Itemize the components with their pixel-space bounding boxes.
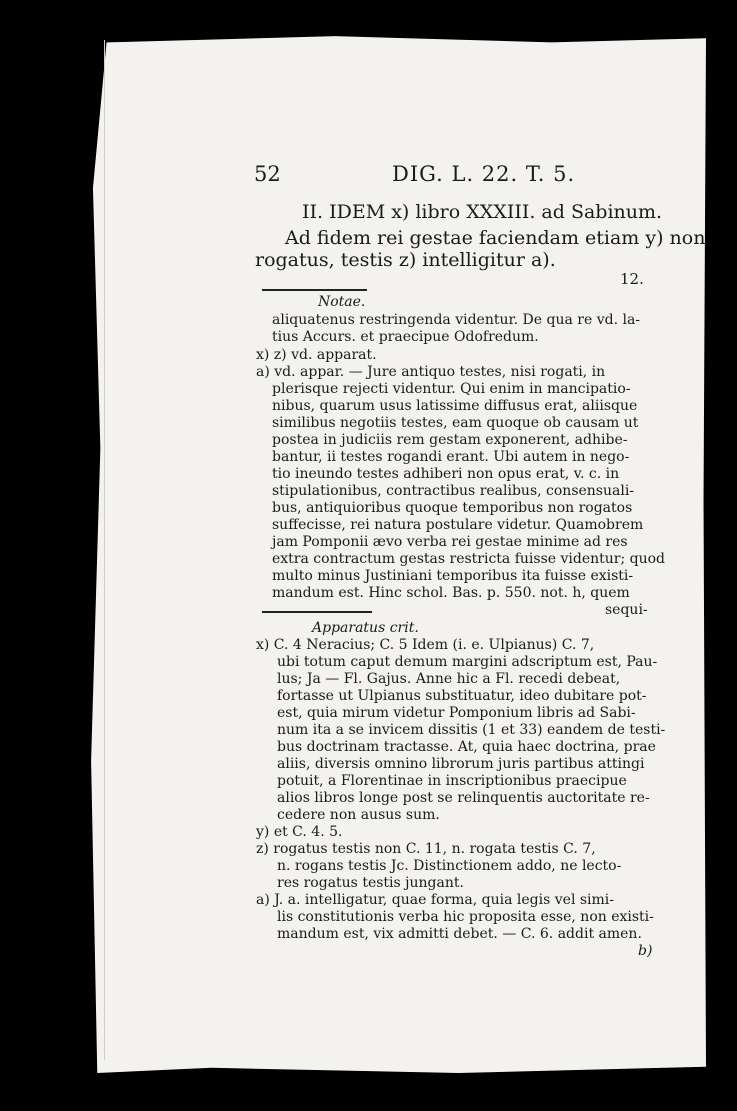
apparatus-line: aliis, diversis omnino librorum juris partibus attingi <box>277 756 645 772</box>
apparatus-line: lis constitutionis verba hic proposita esse, non existi- <box>277 909 654 925</box>
note-line: suffecisse, rei natura postulare videtur. Quamobrem <box>272 517 644 533</box>
apparatus-line: cedere non ausus sum. <box>277 807 440 823</box>
note-line: similibus negotiis testes, eam quoque ob causam ut <box>272 415 639 431</box>
apparatus-line: res rogatus testis jungant. <box>277 875 464 891</box>
note-line: bantur, ii testes rogandi erant. Ubi autem in nego- <box>272 449 630 465</box>
note-line: x) z) vd. apparat. <box>256 347 377 363</box>
note-line: a) vd. appar. — Jure antiquo testes, nisi rogati, in <box>256 364 606 380</box>
apparatus-line: lus; Ja — Fl. Gajus. Anne hic a Fl. recedi debeat, <box>277 671 621 687</box>
apparatus-line: potuit, a Florentinae in inscriptionibus praecipue <box>277 773 627 789</box>
note-line: tio ineundo testes adhiberi non opus erat, v. c. in <box>272 466 620 482</box>
apparatus-line: x) C. 4 Neracius; C. 5 Idem (i. e. Ulpianus) C. 7, <box>256 637 595 653</box>
section-number: 12. <box>620 270 644 288</box>
note-line: postea in judiciis rem gestam exponerent, adhibe- <box>272 432 628 448</box>
note-line: bus, antiquioribus quoque temporibus non rogatos <box>272 500 633 516</box>
notes-rule <box>262 289 367 291</box>
apparatus-line: mandum est, vix admitti debet. — C. 6. addit amen. <box>277 926 642 942</box>
page-number: 52 <box>254 162 281 186</box>
apparatus-line: z) rogatus testis non C. 11, n. rogata testis C. 7, <box>256 841 596 857</box>
running-title: DIG. L. 22. T. 5. <box>392 162 576 186</box>
law-text-line-1: Ad fidem rei gestae faciendam etiam y) non <box>285 227 706 249</box>
note-line: extra contractum gestas restricta fuisse videntur; quod <box>272 551 666 567</box>
apparatus-rule <box>262 611 372 613</box>
apparatus-line: fortasse ut Ulpianus substituatur, ideo dubitare pot- <box>277 688 647 704</box>
note-line: tius Accurs. et praecipue Odofredum. <box>272 329 539 345</box>
notae-title: Notae. <box>318 294 366 310</box>
apparatus-line: ubi totum caput demum margini adscriptum est, Pau- <box>277 654 658 670</box>
apparatus-line: y) et C. 4. 5. <box>256 824 343 840</box>
note-line: multo minus Justiniani temporibus ita fuisse existi- <box>272 568 634 584</box>
page-fold <box>104 40 105 1060</box>
apparatus-title: Apparatus crit. <box>312 620 419 636</box>
law-text-line-2: rogatus, testis z) intelligitur a). <box>255 249 556 271</box>
law-heading: II. IDEM x) libro XXXIII. ad Sabinum. <box>302 201 663 223</box>
note-line: jam Pomponii ævo verba rei gestae minime ad res <box>272 534 628 550</box>
note-line: aliquatenus restringenda videntur. De qua re vd. la- <box>272 312 641 328</box>
apparatus-line: bus doctrinam tractasse. At, quia haec doctrina, prae <box>277 739 656 755</box>
apparatus-line: n. rogans testis Jc. Distinctionem addo, ne lecto- <box>277 858 622 874</box>
note-line: plerisque rejecti videntur. Qui enim in mancipatio- <box>272 381 631 397</box>
apparatus-line: a) J. a. intelligatur, quae forma, quia legis vel simi- <box>256 892 615 908</box>
apparatus-line: alios libros longe post se relinquentis auctoritate re- <box>277 790 650 806</box>
note-line: sequi- <box>605 602 648 618</box>
note-line: mandum est. Hinc schol. Bas. p. 550. not. h, quem <box>272 585 630 601</box>
apparatus-line: est, quia mirum videtur Pomponium libris ad Sabi- <box>277 705 636 721</box>
apparatus-line: b) <box>638 943 653 959</box>
note-line: nibus, quarum usus latissime diffusus erat, aliisque <box>272 398 638 414</box>
apparatus-line: num ita a se invicem dissitis (1 et 33) eandem de testi- <box>277 722 666 738</box>
note-line: stipulationibus, contractibus realibus, consensuali- <box>272 483 635 499</box>
